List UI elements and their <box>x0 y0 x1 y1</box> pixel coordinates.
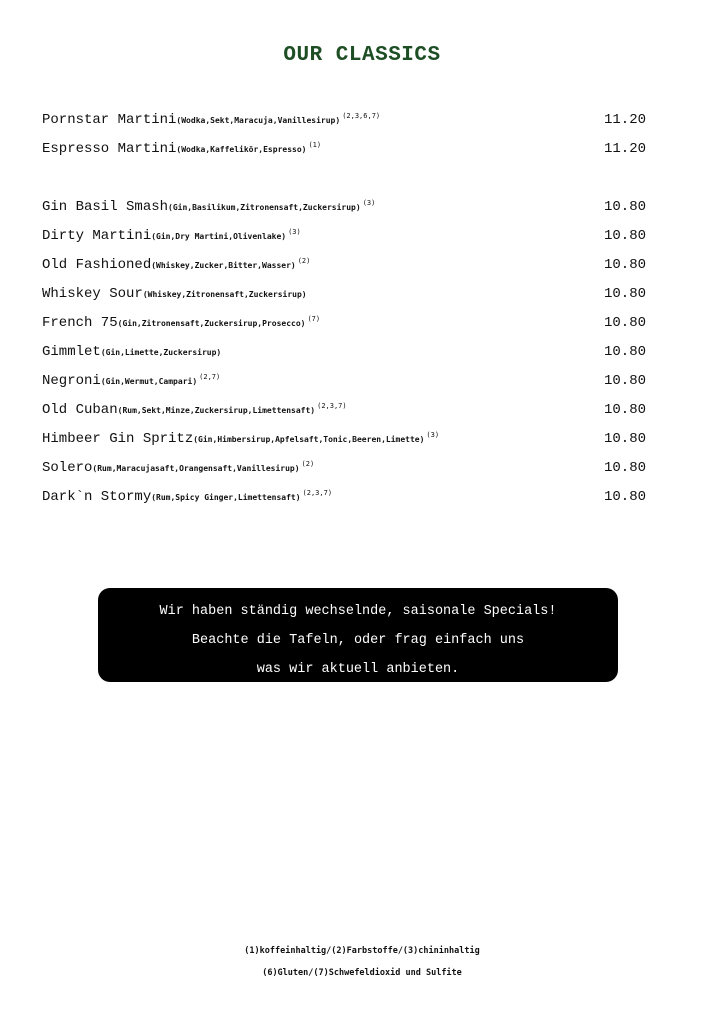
drink-name: Old Fashioned <box>42 257 152 273</box>
menu-item <box>42 402 646 431</box>
menu-item-description <box>42 141 321 157</box>
drink-price: 10.80 <box>603 286 646 302</box>
drink-price: 10.80 <box>603 344 646 360</box>
menu-item-description <box>42 402 347 418</box>
allergen-codes: (2,7) <box>199 373 221 381</box>
menu-item <box>42 315 646 344</box>
drink-ingredients: (Rum,Spicy Ginger,Limettensaft) <box>151 493 301 502</box>
allergen-codes: (1) <box>308 141 322 149</box>
menu-item <box>42 489 646 518</box>
menu-item <box>42 112 646 141</box>
drink-name: Gin Basil Smash <box>42 199 169 215</box>
menu-item-description <box>42 286 307 302</box>
menu-item-description <box>42 431 439 447</box>
drink-name: Negroni <box>42 373 101 389</box>
menu-item <box>42 199 646 228</box>
allergen-codes: (2,3,7) <box>317 402 347 410</box>
drink-price: 11.20 <box>603 141 646 157</box>
drink-name: Himbeer Gin Spritz <box>42 431 194 447</box>
drink-ingredients: (Gin,Zitronensaft,Zuckersirup,Prosecco) <box>117 319 306 328</box>
menu-item-description <box>42 489 332 505</box>
drink-price: 11.20 <box>603 112 646 128</box>
specials-line-2: Beachte die Tafeln, oder frag einfach uns <box>191 633 525 648</box>
drink-price: 10.80 <box>603 489 646 505</box>
drink-price: 10.80 <box>603 460 646 476</box>
menu-item <box>42 141 646 170</box>
allergen-codes: (2,3,7) <box>302 489 333 497</box>
drink-name: Dark`n Stormy <box>42 489 152 505</box>
specials-line-1: Wir haben ständig wechselnde, saisonale Specials! <box>159 604 557 619</box>
allergen-codes: (3) <box>426 431 440 439</box>
page-title: OUR CLASSICS <box>283 44 441 67</box>
menu-item <box>42 431 646 460</box>
drink-ingredients: (Whiskey,Zitronensaft,Zuckersirup) <box>142 290 307 299</box>
drink-name: Espresso Martini <box>42 141 177 157</box>
drink-name: Dirty Martini <box>42 228 152 244</box>
drink-price: 10.80 <box>603 402 646 418</box>
allergen-codes: (7) <box>307 315 321 323</box>
drink-price: 10.80 <box>603 315 646 331</box>
menu-item <box>42 460 646 489</box>
menu-item <box>42 373 646 402</box>
menu-item <box>42 344 646 373</box>
menu-item-description <box>42 373 220 389</box>
menu-item-description <box>42 315 320 331</box>
drink-name: Pornstar Martini <box>42 112 177 128</box>
drink-name: Old Cuban <box>42 402 118 418</box>
drink-price: 10.80 <box>603 431 646 447</box>
menu-item-description <box>42 460 314 476</box>
allergen-codes: (3) <box>362 199 376 207</box>
allergen-legend-line-2: (6)Gluten/(7)Schwefeldioxid und Sulfite <box>262 968 462 978</box>
drink-ingredients: (Rum,Sekt,Minze,Zuckersirup,Limettensaft) <box>117 406 316 415</box>
menu-item <box>42 286 646 315</box>
drink-ingredients: (Wodka,Sekt,Maracuja,Vanillesirup) <box>176 116 341 125</box>
menu-item-description <box>42 344 221 360</box>
menu-item-description <box>42 228 301 244</box>
menu-item <box>42 257 646 286</box>
allergen-codes: (2) <box>297 257 311 265</box>
allergen-codes: (3) <box>288 228 301 236</box>
drinks-menu <box>42 112 646 518</box>
drink-ingredients: (Gin,Wermut,Campari) <box>100 377 198 386</box>
drink-name: Gimmlet <box>42 344 101 360</box>
drink-name: French 75 <box>42 315 118 331</box>
menu-item <box>42 228 646 257</box>
menu-item-description <box>42 199 375 215</box>
drink-ingredients: (Gin,Dry Martini,Olivenlake) <box>151 232 287 241</box>
drink-name: Whiskey Sour <box>42 286 143 302</box>
drink-ingredients: (Gin,Basilikum,Zitronensaft,Zuckersirup) <box>168 203 361 212</box>
drink-price: 10.80 <box>603 228 646 244</box>
specials-line-3: was wir aktuell anbieten. <box>256 662 460 677</box>
group-spacer <box>42 170 646 199</box>
menu-item-description <box>42 112 380 128</box>
drink-price: 10.80 <box>603 199 646 215</box>
allergen-codes: (2) <box>301 460 315 468</box>
drink-ingredients: (Gin,Limette,Zuckersirup) <box>100 348 222 357</box>
drink-name: Solero <box>42 460 93 476</box>
drink-ingredients: (Rum,Maracujasaft,Orangensaft,Vanillesirup) <box>92 464 300 473</box>
specials-notice <box>98 588 618 682</box>
allergen-codes: (2,3,6,7) <box>342 112 381 120</box>
allergen-legend-line-1: (1)koffeinhaltig/(2)Farbstoffe/(3)chininhaltig <box>244 946 480 956</box>
drink-price: 10.80 <box>603 373 646 389</box>
drink-ingredients: (Whiskey,Zucker,Bitter,Wasser) <box>151 261 296 270</box>
menu-item-description <box>42 257 310 273</box>
drink-ingredients: (Gin,Himbersirup,Apfelsaft,Tonic,Beeren,Limette) <box>193 435 425 444</box>
drink-price: 10.80 <box>603 257 646 273</box>
drink-ingredients: (Wodka,Kaffelikör,Espresso) <box>176 145 307 154</box>
